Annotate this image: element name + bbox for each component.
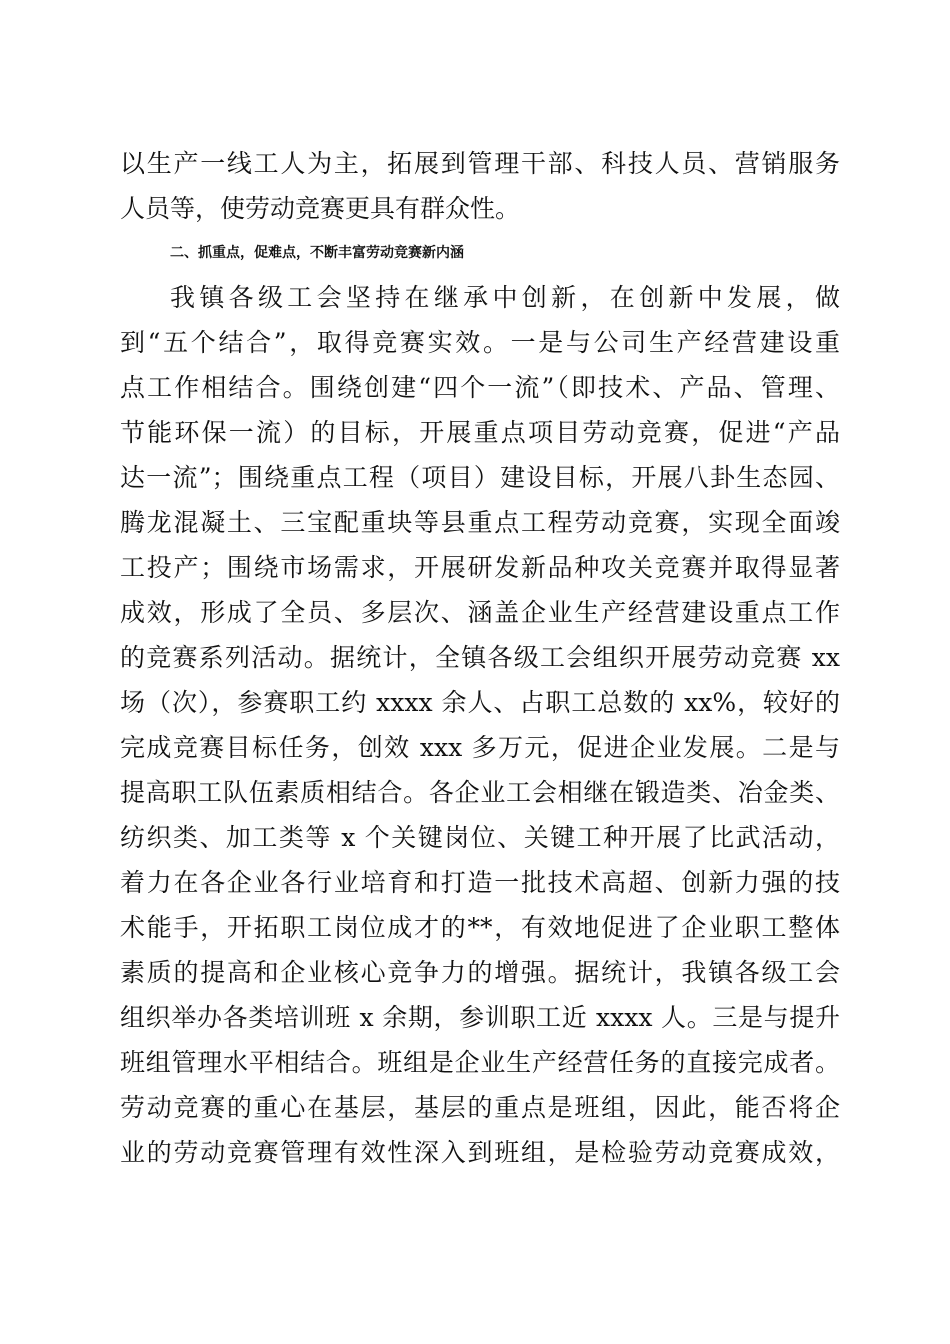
paragraph-line: 班组管理水平相结合。班组是企业生产经营任务的直接完成者。 <box>120 1048 840 1077</box>
paragraph-line: 工投产；围绕市场需求，开展研发新品种攻关竞赛并取得显著 <box>120 553 840 582</box>
paragraph-line: 素质的提高和企业核心竞争力的增强。据统计，我镇各级工会 <box>120 958 840 987</box>
paragraph-line: 劳动竞赛的重心在基层，基层的重点是班组，因此，能否将企 <box>120 1093 840 1122</box>
paragraph-line: 场（次），参赛职工约 xxxx 余人、占职工总数的 xx%，较好的 <box>120 688 840 717</box>
paragraph-line: 腾龙混凝土、三宝配重块等县重点工程劳动竞赛，实现全面竣 <box>120 508 840 537</box>
paragraph-line: 业的劳动竞赛管理有效性深入到班组，是检验劳动竞赛成效， <box>120 1138 840 1167</box>
paragraph-line: 达一流”；围绕重点工程（项目）建设目标，开展八卦生态园、 <box>120 463 840 492</box>
paragraph-line: 以生产一线工人为主，拓展到管理干部、科技人员、营销服务 <box>120 149 840 178</box>
paragraph-line: 纺织类、加工类等 x 个关键岗位、关键工种开展了比武活动， <box>120 823 840 852</box>
section-heading: 二、抓重点，促难点，不断丰富劳动竞赛新内涵 <box>170 245 464 261</box>
paragraph-line: 着力在各企业各行业培育和打造一批技术高超、创新力强的技 <box>120 868 840 897</box>
paragraph-line: 提高职工队伍素质相结合。各企业工会相继在锻造类、冶金类、 <box>120 778 840 807</box>
paragraph-line: 的竞赛系列活动。据统计，全镇各级工会组织开展劳动竞赛 xx <box>120 643 840 672</box>
paragraph-line: 节能环保一流）的目标，开展重点项目劳动竞赛，促进“产品 <box>120 418 840 447</box>
paragraph-line: 术能手，开拓职工岗位成才的**，有效地促进了企业职工整体 <box>120 913 840 942</box>
paragraph-line: 成效，形成了全员、多层次、涵盖企业生产经营建设重点工作 <box>120 598 840 627</box>
paragraph-line: 我镇各级工会坚持在继承中创新，在创新中发展，做 <box>170 283 840 312</box>
paragraph-line: 到“五个结合”，取得竞赛实效。一是与公司生产经营建设重 <box>120 328 840 357</box>
paragraph-line: 组织举办各类培训班 x 余期，参训职工近 xxxx 人。三是与提升 <box>120 1003 840 1032</box>
paragraph-line: 完成竞赛目标任务，创效 xxx 多万元，促进企业发展。二是与 <box>120 733 840 762</box>
paragraph-line: 点工作相结合。围绕创建“四个一流”（即技术、产品、管理、 <box>120 373 840 402</box>
paragraph-line: 人员等，使劳动竞赛更具有群众性。 <box>120 194 521 223</box>
